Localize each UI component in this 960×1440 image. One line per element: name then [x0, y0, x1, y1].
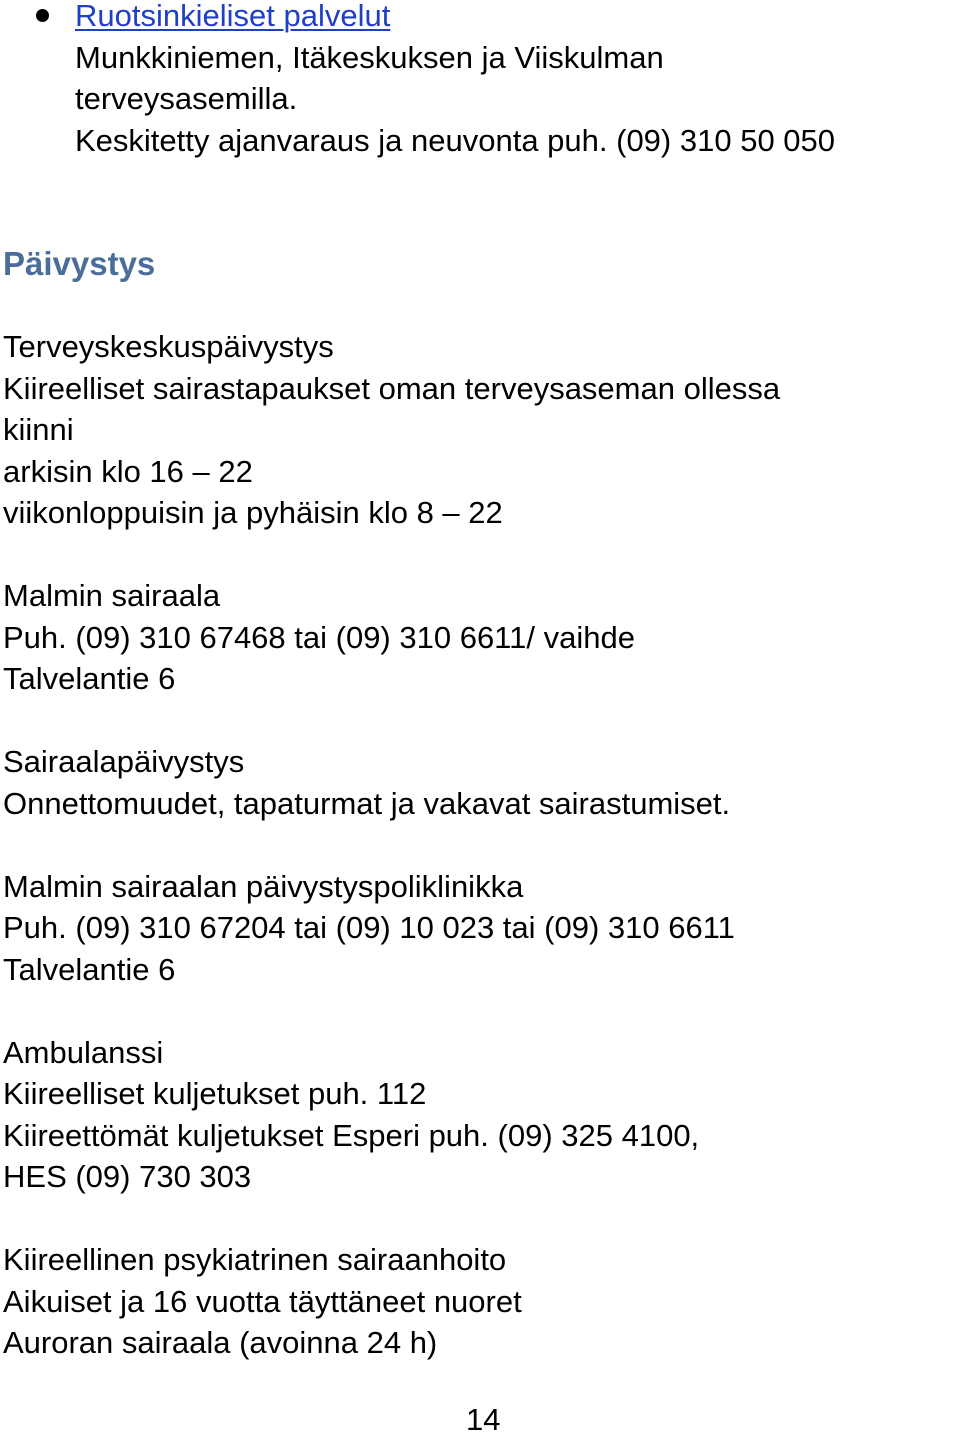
text-line: Aikuiset ja 16 vuotta täyttäneet nuoret: [3, 1283, 522, 1319]
section-title: Kiireellinen psykiatrinen sairaanhoito: [3, 1242, 507, 1277]
page-number: 14: [466, 1402, 501, 1437]
text-line: arkisin klo 16 – 22: [3, 453, 253, 489]
malmi-hospital-section: [3, 575, 953, 700]
text-line: viikonloppuisin ja pyhäisin klo 8 – 22: [3, 495, 503, 530]
section-title: Malmin sairaalan päivystyspoliklinikka: [3, 868, 524, 904]
address-line: Talvelantie 6: [3, 951, 176, 987]
spacer: [3, 990, 953, 1032]
text-line: Kiireettömät kuljetukset Esperi puh. (09) 325 4100,: [3, 1117, 700, 1153]
ambulance-section: [3, 1032, 953, 1198]
text-line: Onnettomuudet, tapaturmat ja vakavat sairastumiset.: [3, 785, 731, 821]
spacer: [3, 700, 953, 742]
emergency-clinic-section: [3, 866, 953, 991]
hospital-emergency-section: [3, 741, 953, 824]
bullet-line-2: terveysasemilla.: [75, 81, 298, 116]
swedish-services-link[interactable]: Ruotsinkieliset palvelut: [75, 0, 391, 33]
text-line: Auroran sairaala (avoinna 24 h): [3, 1325, 438, 1360]
text-line: kiinni: [3, 412, 74, 447]
spacer: [3, 1198, 953, 1240]
spacer: [3, 534, 953, 576]
text-line: Kiireelliset sairastapaukset oman terveysaseman ollessa: [3, 370, 781, 406]
address-line: Talvelantie 6: [3, 661, 176, 696]
section-title: Sairaalapäivystys: [3, 744, 245, 779]
text-line: Kiireelliset kuljetukset puh. 112: [3, 1076, 427, 1111]
section-heading: Päivystys: [3, 245, 156, 282]
section-title: Ambulanssi: [3, 1034, 164, 1070]
swedish-services-bullet: [0, 0, 960, 161]
bullet-line-1: Munkkiniemen, Itäkeskuksen ja Viiskulman: [75, 39, 664, 75]
spacer: [3, 824, 953, 866]
bullet-row: [0, 0, 960, 37]
emergency-services-body: [3, 326, 953, 1364]
section-title: Terveyskeskuspäivystys: [3, 329, 334, 364]
bullet-line-3: Keskitetty ajanvaraus ja neuvonta puh. (09) 310 50 050: [75, 122, 836, 158]
psychiatric-care-section: [3, 1239, 953, 1364]
phone-line: Puh. (09) 310 67468 tai (09) 310 6611/ vaihde: [3, 619, 635, 655]
text-line: HES (09) 730 303: [3, 1159, 252, 1194]
bullet-dot-icon: [36, 9, 49, 22]
health-center-emergency-section: [3, 326, 953, 534]
phone-line: Puh. (09) 310 67204 tai (09) 10 023 tai (09) 310 6611: [3, 910, 735, 945]
section-title: Malmin sairaala: [3, 578, 221, 613]
